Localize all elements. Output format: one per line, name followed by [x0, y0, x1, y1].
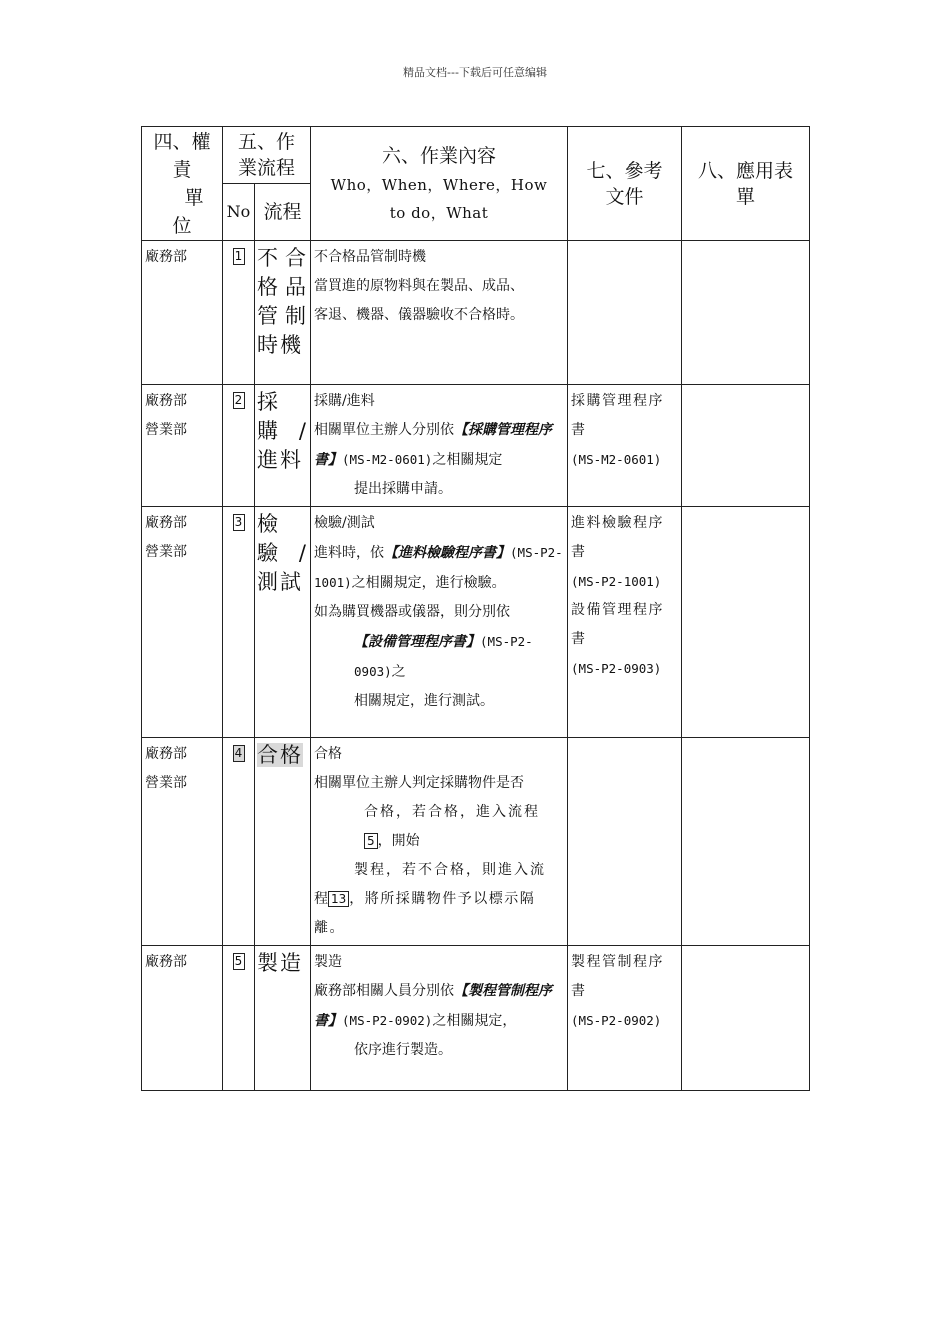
header-responsible-unit — [142, 127, 223, 241]
content-line — [314, 416, 565, 475]
ref-code: (MS-P2-1001) — [571, 574, 662, 589]
content-text: 之相關規定， — [432, 1013, 517, 1029]
content-line — [314, 538, 565, 598]
content-line — [314, 885, 565, 943]
ref-cell — [568, 738, 682, 946]
content-title: 檢驗/測試 — [314, 515, 375, 531]
header-row-1 — [142, 127, 810, 184]
table-row — [142, 946, 810, 1091]
page-header: 精品文档---下载后可任意编辑 — [403, 66, 547, 79]
content-line: 客退、機器、儀器驗收不合格時。 — [314, 307, 525, 323]
content-text: 廠務部相關人員分別依 — [314, 983, 455, 999]
flow-cell: 製造 — [255, 946, 311, 1091]
table-row — [142, 385, 810, 507]
header-col4-line1: 四、權 — [153, 130, 211, 153]
ref-code: (MS-M2-0601) — [571, 452, 662, 467]
content-cell — [311, 946, 568, 1091]
ref-cell — [568, 241, 682, 385]
ref-line: 設備管理程序 — [571, 602, 665, 618]
content-line: 提出採購申請。 — [354, 481, 453, 497]
content-text: 進料時，依 — [314, 545, 385, 561]
dept-cell — [142, 738, 223, 946]
flow-cell — [255, 738, 311, 946]
header-no: No — [223, 184, 255, 241]
header-application-forms — [682, 127, 810, 241]
content-text: 程 — [314, 891, 329, 907]
ref-line: 採購管理程序 — [571, 393, 665, 409]
content-line: 相關規定，進行測試。 — [354, 693, 495, 709]
form-cell — [682, 507, 810, 738]
content-line: 合格，若合格，進入流程 — [364, 804, 541, 820]
doc-reference: 【採購管理程序書】 — [314, 422, 553, 468]
content-text: 之相關規定，進行檢驗。 — [351, 575, 506, 591]
dept-label: 營業部 — [145, 775, 187, 791]
header-col4-line2: 責 — [172, 158, 192, 181]
header-col8-line1: 八、應用表 — [698, 159, 794, 182]
step-number-cell — [223, 738, 255, 946]
dept-label: 營業部 — [145, 422, 187, 438]
content-cell — [311, 507, 568, 738]
header-col8-line2: 單 — [736, 185, 756, 208]
header-col7-line1: 七、參考 — [586, 159, 663, 182]
content-title: 製造 — [314, 954, 343, 970]
step-number-cell — [223, 507, 255, 738]
dept-label: 廠務部 — [145, 515, 187, 531]
doc-code: (MS-P2-0903) — [354, 634, 533, 679]
content-title: 不合格品管制時機 — [314, 249, 427, 265]
dept-label: 廠務部 — [145, 954, 187, 970]
table-row — [142, 738, 810, 946]
ref-line: 書 — [571, 983, 587, 999]
header-col4-line3: 單 — [184, 186, 204, 209]
ref-cell — [568, 385, 682, 507]
step-number: 3 — [233, 514, 245, 531]
content-text: 之 — [391, 664, 406, 680]
header-work-content — [311, 127, 568, 241]
ref-line: 進料檢驗程序 — [571, 515, 665, 531]
step-number: 5 — [233, 953, 245, 970]
procedure-table — [141, 126, 810, 1091]
header-col6-sub1: Who，When，Where，How — [330, 175, 548, 194]
content-line: 相關單位主辦人判定採購物件是否 — [314, 775, 525, 791]
ref-line: 書 — [571, 544, 587, 560]
content-line — [314, 627, 565, 687]
content-line — [314, 827, 565, 856]
dept-cell — [142, 946, 223, 1091]
flow-cell: 不合格品管制時機 — [255, 241, 311, 385]
content-cell — [311, 241, 568, 385]
form-cell — [682, 241, 810, 385]
table-row — [142, 241, 810, 385]
content-line: 依序進行製造。 — [354, 1042, 453, 1058]
doc-reference: 【進料檢驗程序書】 — [384, 545, 511, 561]
content-text: ，將所採購物件予以標示隔離。 — [314, 891, 536, 936]
step-ref-box: 13 — [328, 891, 349, 907]
form-cell — [682, 738, 810, 946]
step-number-cell — [223, 385, 255, 507]
content-text: 之相關規定 — [432, 452, 503, 468]
step-number: 1 — [233, 248, 245, 265]
step-number-cell — [223, 946, 255, 1091]
content-cell — [311, 385, 568, 507]
content-line — [314, 977, 565, 1036]
header-col6-title: 六、作業內容 — [382, 144, 497, 167]
step-number: 4 — [233, 745, 245, 762]
header-col4-line4: 位 — [172, 214, 192, 237]
content-line: 如為購買機器或儀器，則分別依 — [314, 604, 511, 620]
ref-line: 書 — [571, 631, 587, 647]
table-row — [142, 507, 810, 738]
doc-code: (MS-P2-0902) — [342, 1013, 433, 1028]
doc-reference: 【製程管制程序書】 — [314, 983, 553, 1029]
step-number-cell — [223, 241, 255, 385]
dept-cell — [142, 385, 223, 507]
flow-cell: 採購/進料 — [255, 385, 311, 507]
header-col7-line2: 文件 — [605, 185, 644, 208]
step-number: 2 — [233, 392, 245, 409]
content-text: 相關單位主辦人分別依 — [314, 422, 455, 438]
dept-label: 營業部 — [145, 544, 187, 560]
flow-label: 合格 — [257, 743, 303, 767]
content-line: 製程，若不合格，則進入流 — [354, 862, 547, 878]
dept-label: 廠務部 — [145, 393, 187, 409]
dept-label: 廠務部 — [145, 746, 187, 762]
content-cell — [311, 738, 568, 946]
ref-code: (MS-P2-0903) — [571, 661, 662, 676]
ref-line: 製程管制程序 — [571, 954, 665, 970]
content-title: 合格 — [314, 746, 343, 762]
header-col5-line2: 業流程 — [238, 157, 296, 179]
header-col6-sub2: to do，What — [389, 203, 489, 222]
ref-code: (MS-P2-0902) — [571, 1013, 662, 1028]
doc-code: (MS-P2-1001) — [314, 545, 563, 590]
dept-cell — [142, 241, 223, 385]
dept-cell — [142, 507, 223, 738]
header-reference-docs — [568, 127, 682, 241]
form-cell — [682, 385, 810, 507]
ref-line: 書 — [571, 422, 587, 438]
doc-reference: 【設備管理程序書】 — [354, 634, 481, 650]
form-cell — [682, 946, 810, 1091]
flow-cell: 檢驗/測試 — [255, 507, 311, 738]
header-workflow — [223, 127, 311, 184]
content-text: ，開始 — [377, 833, 420, 849]
step-ref-box: 5 — [364, 833, 378, 849]
content-line: 當買進的原物料與在製品、成品、 — [314, 278, 525, 294]
doc-code: (MS-M2-0601) — [342, 452, 433, 467]
ref-cell — [568, 946, 682, 1091]
content-title: 採購/進料 — [314, 393, 375, 409]
dept-label: 廠務部 — [145, 249, 187, 265]
header-col5-line1: 五、作 — [238, 131, 296, 153]
header-flow: 流程 — [255, 184, 311, 241]
ref-cell — [568, 507, 682, 738]
